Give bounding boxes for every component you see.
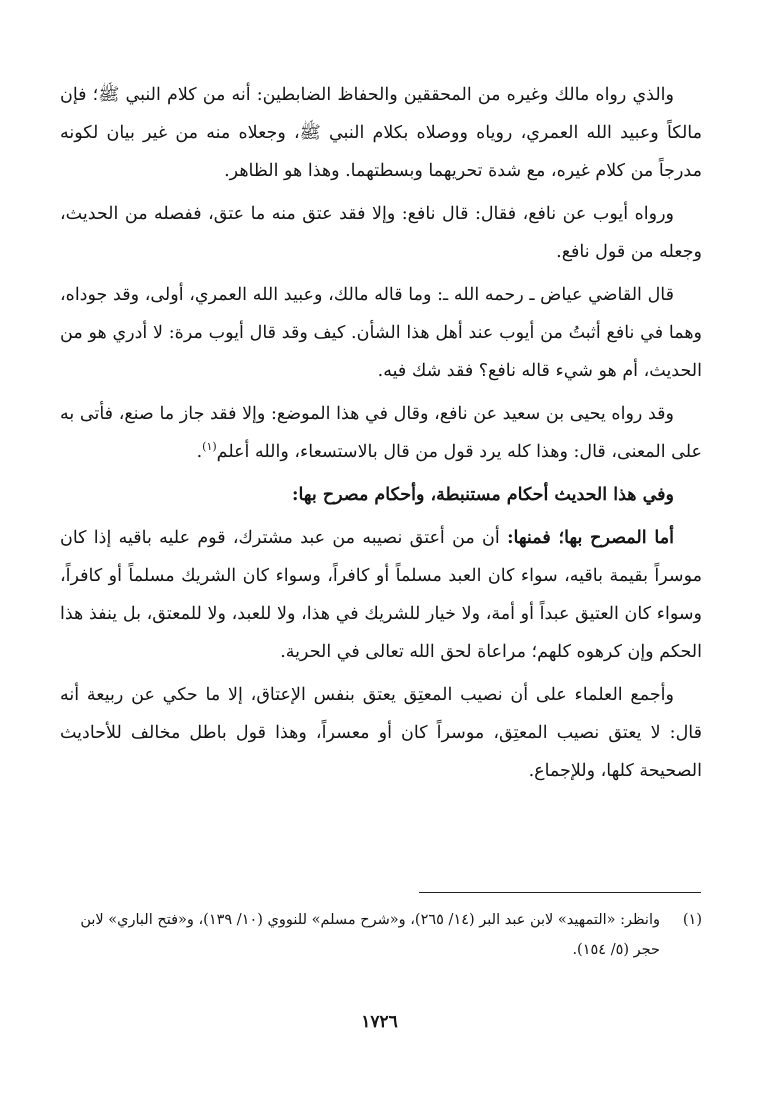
paragraph-3	[60, 276, 702, 390]
paragraph-5-lead: أما المصرح بها؛ فمنها:	[507, 528, 674, 548]
footnote-text: وانظر: «التمهيد» لابن عبد البر (١٤/ ٢٦٥)، و«شرح مسلم» للنووي (١٠/ ١٣٩)، و«فتح الباري» لابن حجر (٥/ ١٥٤).	[80, 912, 660, 958]
paragraph-1-text: والذي رواه مالك وغيره من المحققين والحفاظ الضابطين: أنه من كلام النبي ﷺ؛ فإن مالكاً وعبيد الله العمري، روياه ووصلاه بكلام النبي ﷺ، وجعلاه منه من غير بيان لكونه مدرجاً من كلام غيره، مع شدة تحريهما وبسطتهما. وهذا هو الظاهر.	[60, 85, 702, 181]
section-heading	[60, 476, 702, 514]
main-text	[60, 76, 702, 795]
footnotes	[60, 905, 702, 965]
paragraph-5-text: أن من أعتق نصيبه من عبد مشترك، قوم عليه باقيه إذا كان موسراً بقيمة باقيه، سواء كان العبد مسلماً أو كافراً، وسواء كان الشريك مسلماً أو كافراً، وسواء كان العتيق عبداً أو أمة، ولا خيار للشريك في هذا، ولا للعبد، ولا للمعتق، بل ينفذ هذا الحكم وإن كرهوه كلهم؛ مراعاة لحق الله تعالى في الحرية.	[60, 528, 702, 662]
section-heading-text: وفي هذا الحديث أحكام مستنبطة، وأحكام مصرح بها:	[292, 485, 674, 505]
paragraph-4	[60, 395, 702, 471]
paragraph-2-text: ورواه أيوب عن نافع، فقال: قال نافع: وإلا فقد عتق منه ما عتق، ففصله من الحديث، وجعله من قول نافع.	[60, 204, 702, 262]
paragraph-1	[60, 76, 702, 190]
paragraph-2	[60, 195, 702, 271]
footnote-divider	[419, 892, 701, 893]
paragraph-4-end: .	[196, 442, 203, 462]
footnote-number: (١)	[682, 912, 702, 928]
paragraph-4-text: وقد رواه يحيى بن سعيد عن نافع، وقال في هذا الموضع: وإلا فقد جاز ما صنع، فأتى به على المعنى، قال: وهذا كله يرد قول من قال بالاستسعاء، والله أعلم	[60, 404, 702, 462]
footnote-item	[60, 905, 702, 965]
paragraph-3-text: قال القاضي عياض ـ رحمه الله ـ: وما قاله مالك، وعبيد الله العمري، أولى، وقد جوداه، وهما في نافع أثبتُ من أيوب عند أهل هذا الشأن. كيف وقد قال أيوب مرة: لا أدري هو من الحديث، أم هو شيء قاله نافع؟ فقد شك فيه.	[60, 285, 702, 381]
paragraph-6-text: وأجمع العلماء على أن نصيب المعتِق يعتق بنفس الإعتاق، إلا ما حكي عن ربيعة أنه قال: لا يعتق نصيب المعتِق، موسراً كان أو معسراً، وهذا قول باطل مخالف للأحاديث الصحيحة كلها، وللإجماع.	[60, 685, 702, 781]
paragraph-6	[60, 676, 702, 790]
footnote-reference: (١)	[202, 440, 217, 454]
paragraph-5	[60, 519, 702, 671]
page-number: ١٧٢٦	[361, 1012, 398, 1032]
